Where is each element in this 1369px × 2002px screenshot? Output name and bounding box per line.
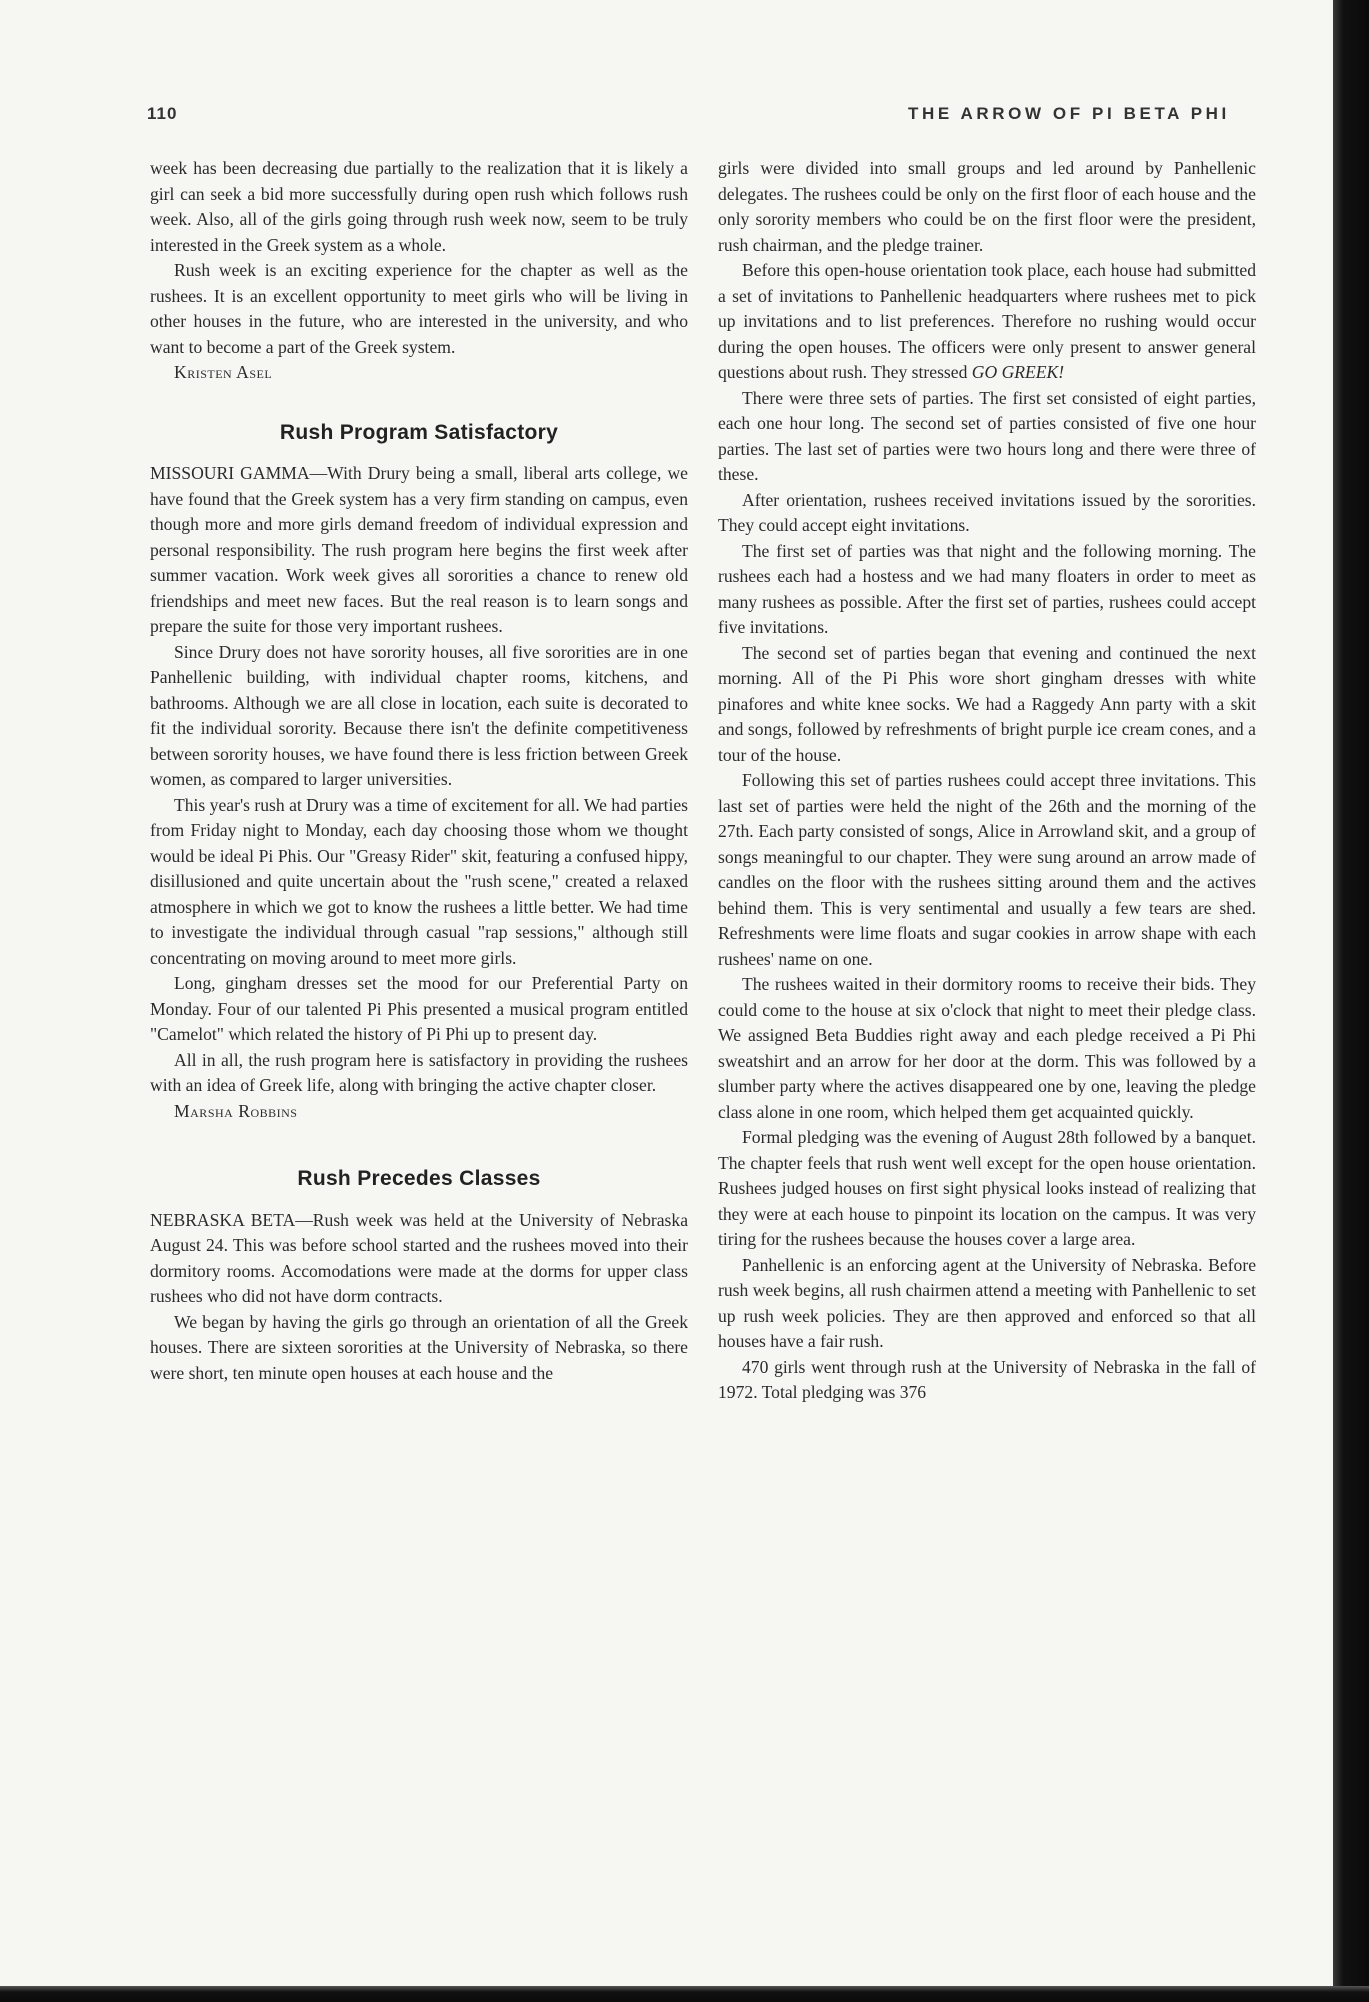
article-paragraph: Panhellenic is an enforcing agent at the University of Nebraska. Before rush week begins, all rush chairmen attend a meeting with Panhellenic to set up rush week policies. They are then approved and enforced so that all houses have a fair rush. bbox=[718, 1254, 1256, 1351]
right-column bbox=[718, 156, 1256, 1406]
article-paragraph: There were three sets of parties. The first set consisted of eight parties, each one hour long. The second set of parties consisted of five one hour parties. The last set of parties were two hours long and there were three of these. bbox=[718, 387, 1256, 484]
article-heading-rush-program: Rush Program Satisfactory bbox=[279, 420, 559, 444]
article-paragraph: MISSOURI GAMMA—With Drury being a small, liberal arts college, we have found that the Greek system has a very firm standing on campus, even though more and more girls demand freedom of individual expression and personal responsibility. The rush program here begins the first week after summer vacation. Work week gives all sororities a chance to renew old friendships and meet new faces. But the real reason is to learn songs and prepare the suite for those very important rushees. bbox=[150, 463, 688, 636]
byline-kristen-asel: Kristen Asel bbox=[174, 362, 273, 382]
left-column bbox=[150, 156, 688, 1386]
page-number: 110 bbox=[147, 104, 178, 123]
article-paragraph: Formal pledging was the evening of August 28th followed by a banquet. The chapter feels that rush went well except for the open house orientation. Rushees judged houses on first sight physical looks instead of realizing that they were at each house to pinpoint its location on the campus. It was very tiring for the rushees because the houses cover a large area. bbox=[718, 1127, 1256, 1249]
article-paragraph: After orientation, rushees received invitations issued by the sororities. They could accept eight invitations. bbox=[718, 489, 1256, 535]
intro-paragraph: week has been decreasing due partially to the realization that it is likely a girl can seek a bid more successfully during open rush which follows rush week. Also, all of the girls going through rush week now, seem to be truly interested in the Greek system as a whole. bbox=[150, 158, 688, 255]
article-paragraph: Since Drury does not have sorority houses, all five sororities are in one Panhellenic building, with individual chapter rooms, kitchens, and bathrooms. Although we are all close in location, each suite is decorated to fit the individual sorority. Because there isn't the definite competitiveness between sorority houses, we have found there is less friction between Greek women, as compared to larger universities. bbox=[150, 641, 688, 789]
article-paragraph: This year's rush at Drury was a time of excitement for all. We had parties from Friday night to Monday, each day choosing those whom we thought would be ideal Pi Phis. Our "Greasy Rider" skit, featuring a confused hippy, disillusioned and quite uncertain about the "rush scene," created a relaxed atmosphere in which we got to know the rushees a little better. We had time to investigate the individual through casual "rap sessions," although still concentrating on moving around to meet more girls. bbox=[150, 794, 688, 968]
article-paragraph: The rushees waited in their dormitory rooms to receive their bids. They could come to the house at six o'clock that night to meet their pledge class. We assigned Beta Buddies right away and each pledge received a Pi Phi sweatshirt and an arrow for her door at the dorm. This was followed by a slumber party where the actives disappeared one by one, leaving the pledge class alone in one room, which helped them get acquainted quickly. bbox=[718, 974, 1256, 1122]
article-paragraph: Following this set of parties rushees could accept three invitations. This last set of parties were held the night of the 26th and the morning of the 27th. Each party consisted of songs, Alice in Arrowland skit, and a group of songs meaningful to our chapter. They were sung around an arrow made of candles on the floor with the rushees sitting around them and the actives behind them. This is very sentimental and usually a few tears are shed. Refreshments were lime floats and sugar cookies in arrow shape with each rushees' name on one. bbox=[718, 770, 1256, 969]
article-paragraph: All in all, the rush program here is satisfactory in providing the rushees with an idea of Greek life, along with bringing the active chapter closer. bbox=[150, 1049, 688, 1095]
article-paragraph: Long, gingham dresses set the mood for our Preferential Party on Monday. Four of our talented Pi Phis presented a musical program entitled "Camelot" which related the history of Pi Phi up to present day. bbox=[150, 973, 688, 1044]
paragraph-text: Before this open-house orientation took place, each house had submitted a set of invitations to Panhellenic headquarters where rushees met to pick up invitations and to list preferences. Therefore no rushing would occur during the open houses. The officers were only present to answer general questions about rush. They stressed bbox=[718, 260, 1256, 382]
article-paragraph: We began by having the girls go through an orientation of all the Greek houses. There are sixteen sororities at the University of Nebraska, so there were short, ten minute open houses at each house and the bbox=[150, 1311, 688, 1383]
emphasis-go-greek: GO GREEK! bbox=[971, 362, 1065, 382]
scan-edge-right bbox=[1333, 0, 1369, 2002]
article-paragraph: The second set of parties began that evening and continued the next morning. All of the Pi Phis wore short gingham dresses with white pinafores and white knee socks. We had a Raggedy Ann party with a skit and songs, followed by refreshments of bright purple ice cream cones, and a tour of the house. bbox=[718, 642, 1256, 765]
intro-paragraph: Rush week is an exciting experience for the chapter as well as the rushees. It is an excellent opportunity to meet girls who will be living in other houses in the future, who are interested in the university, and who want to become a part of the Greek system. bbox=[150, 260, 688, 357]
scan-edge-bottom bbox=[0, 1986, 1369, 2002]
article-paragraph: girls were divided into small groups and led around by Panhellenic delegates. The rushees could be only on the first floor of each house and the only sorority members who could be on the first floor were the president, rush chairman, and the pledge trainer. bbox=[718, 158, 1256, 255]
article-paragraph: The first set of parties was that night and the following morning. The rushees each had a hostess and we had many floaters in order to meet as many rushees as possible. After the first set of parties, rushees could accept five invitations. bbox=[718, 540, 1256, 637]
article-paragraph: 470 girls went through rush at the University of Nebraska in the fall of 1972. Total pledging was 376 bbox=[718, 1356, 1256, 1402]
byline-marsha-robbins: Marsha Robbins bbox=[174, 1100, 298, 1121]
article-paragraph bbox=[718, 258, 1256, 386]
running-head: THE ARROW OF PI BETA PHI bbox=[908, 104, 1230, 123]
article-heading-rush-precedes: Rush Precedes Classes bbox=[297, 1167, 541, 1190]
article-paragraph: NEBRASKA BETA—Rush week was held at the University of Nebraska August 24. This was before school started and the rushees moved into their dormitory rooms. Accomodations were made at the dorms for upper class rushees who did not have dorm contracts. bbox=[150, 1209, 688, 1306]
